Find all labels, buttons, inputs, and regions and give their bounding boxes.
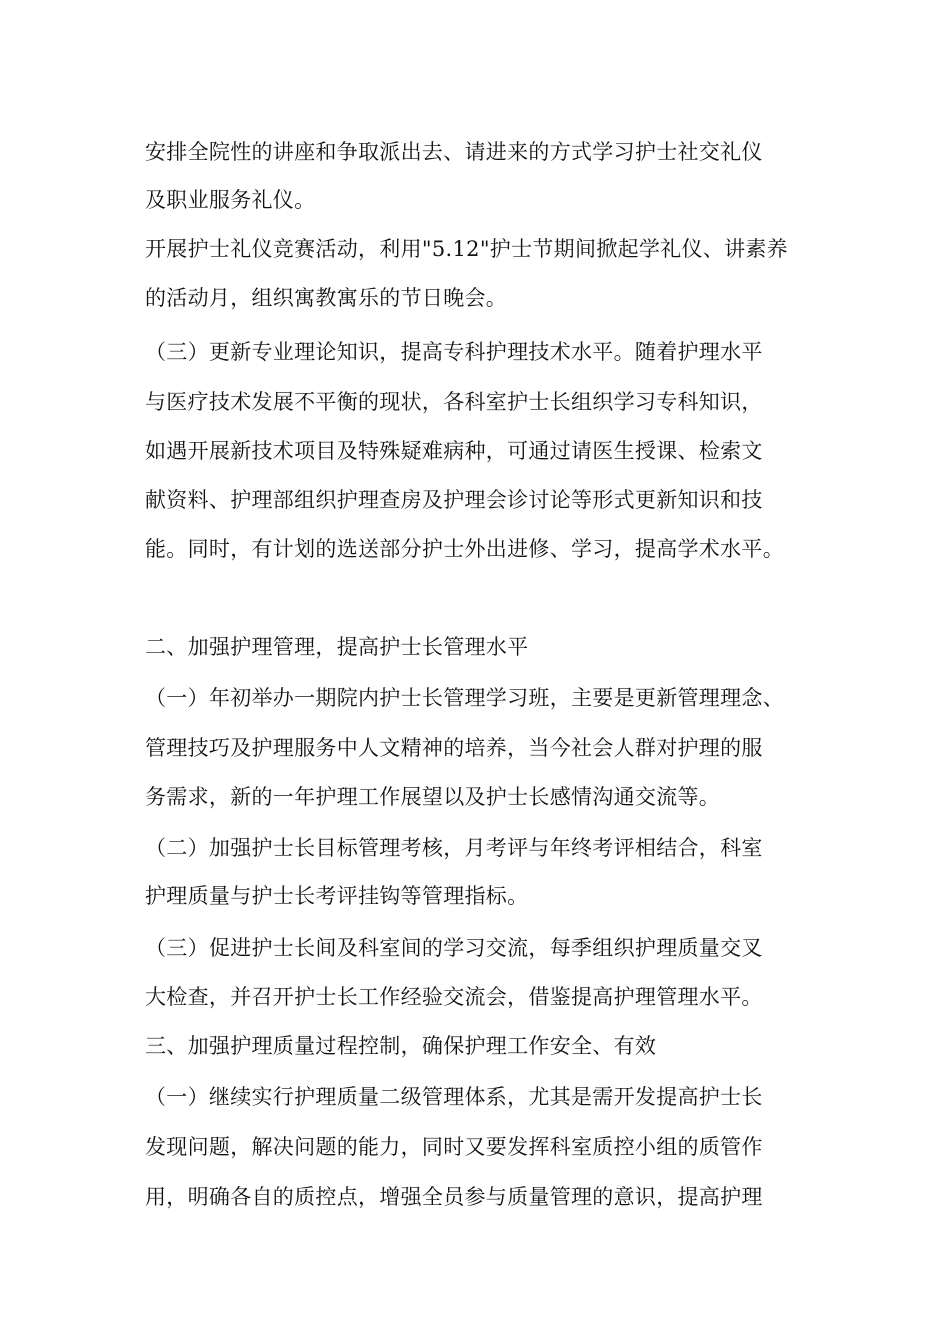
text-line: （二）加强护士长目标管理考核，月考评与年终考评相结合，科室 [145, 836, 763, 860]
text-line: （一）继续实行护理质量二级管理体系，尤其是需开发提高护士长 [145, 1085, 763, 1109]
text-line: 大检查，并召开护士长工作经验交流会，借鉴提高护理管理水平。 [145, 985, 763, 1009]
text-line: 的活动月，组织寓教寓乐的节日晚会。 [145, 286, 508, 310]
section-heading: 二、加强护理管理，提高护士长管理水平 [145, 635, 529, 659]
text-line: （一）年初举办一期院内护士长管理学习班，主要是更新管理理念、 [145, 686, 784, 710]
text-line: 发现问题，解决问题的能力，同时又要发挥科室质控小组的质管作 [145, 1135, 763, 1159]
text-line: 献资料、护理部组织护理查房及护理会诊讨论等形式更新知识和技 [145, 488, 763, 512]
text-line: 管理技巧及护理服务中人文精神的培养，当今社会人群对护理的服 [145, 736, 763, 760]
text-line: 如遇开展新技术项目及特殊疑难病种，可通过请医生授课、检索文 [145, 439, 763, 463]
text-line: 能。同时，有计划的选送部分护士外出进修、学习，提高学术水平。 [145, 537, 784, 561]
text-line: （三）促进护士长间及科室间的学习交流，每季组织护理质量交叉 [145, 936, 763, 960]
text-line: 安排全院性的讲座和争取派出去、请进来的方式学习护士社交礼仪 [145, 140, 763, 164]
text-line: 务需求，新的一年护理工作展望以及护士长感情沟通交流等。 [145, 785, 721, 809]
text-line: 开展护士礼仪竞赛活动，利用"5.12"护士节期间掀起学礼仪、讲素养 [145, 237, 788, 261]
text-line: 及职业服务礼仪。 [145, 188, 316, 212]
text-line: 护理质量与护士长考评挂钩等管理指标。 [145, 884, 529, 908]
text-line: （三）更新专业理论知识，提高专科护理技术水平。随着护理水平 [145, 340, 763, 364]
text-line: 与医疗技术发展不平衡的现状，各科室护士长组织学习专科知识， [145, 390, 763, 414]
section-heading: 三、加强护理质量过程控制，确保护理工作安全、有效 [145, 1034, 657, 1058]
text-line: 用，明确各自的质控点，增强全员参与质量管理的意识，提高护理 [145, 1185, 763, 1209]
